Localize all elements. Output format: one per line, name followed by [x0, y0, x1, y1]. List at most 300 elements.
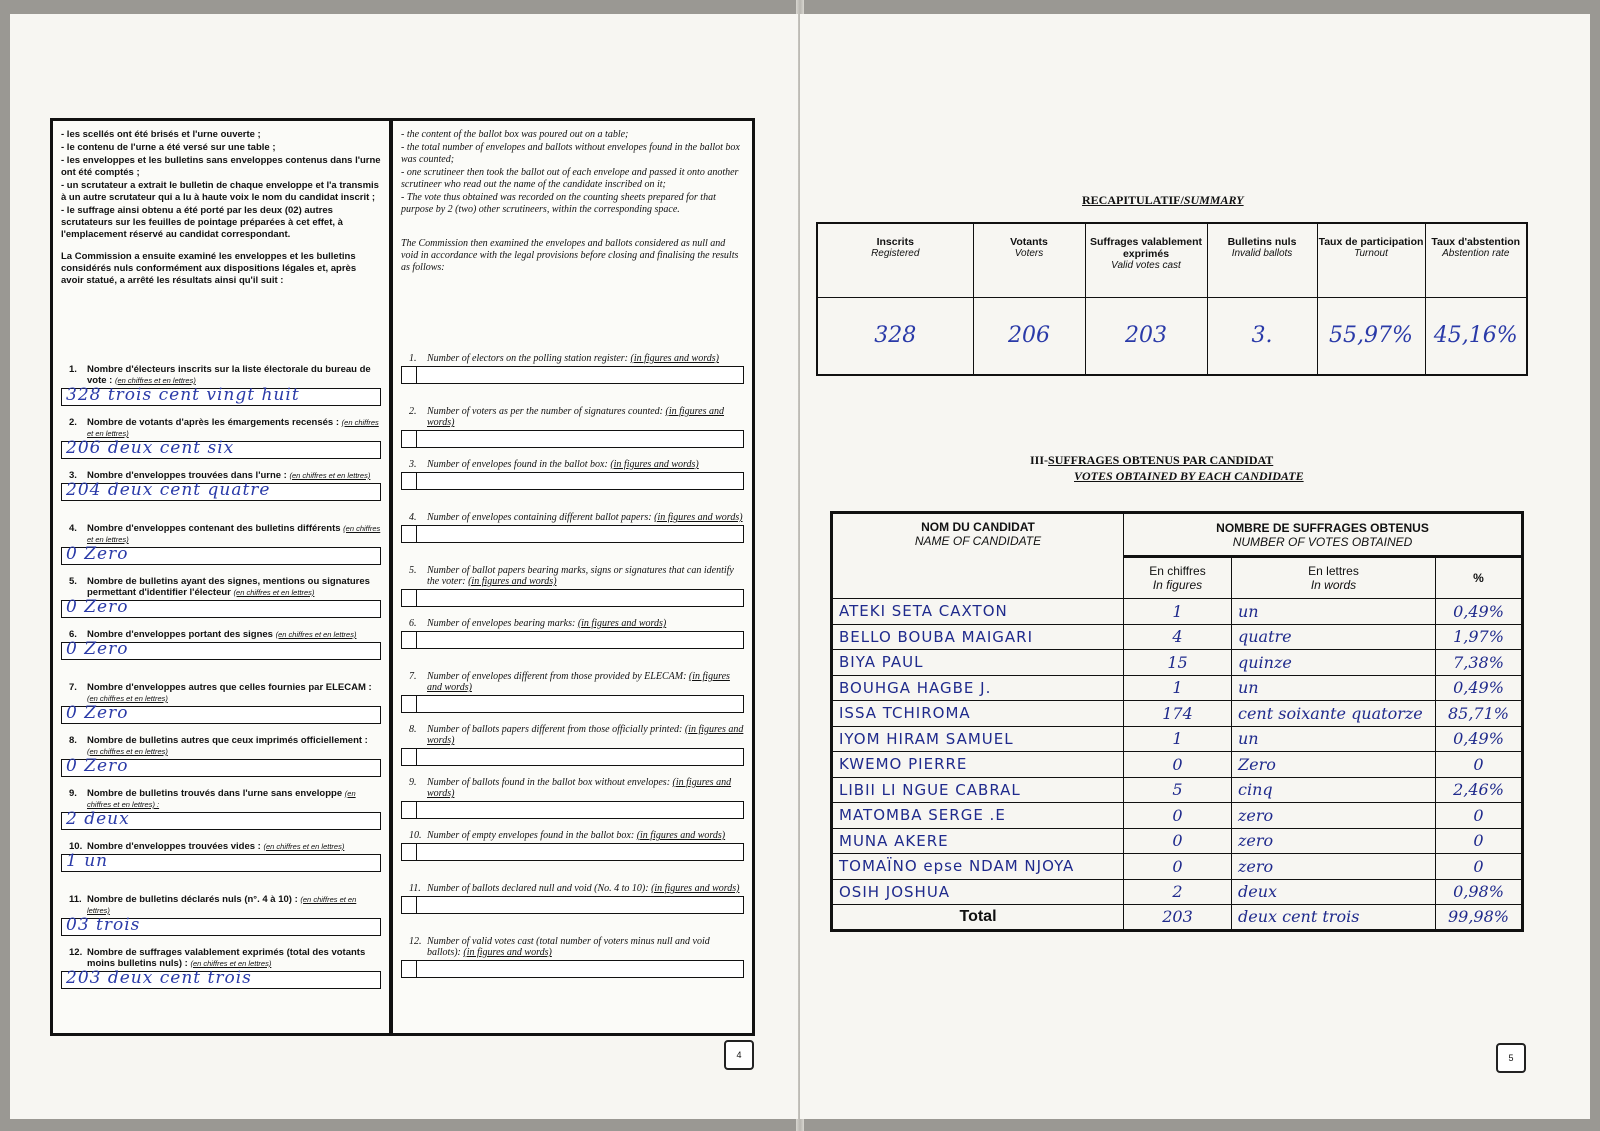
candidate-figures: 5 [1124, 777, 1232, 803]
candidate-rows [832, 599, 1523, 905]
item-number: 7. [409, 671, 417, 682]
form-item [61, 894, 381, 936]
answer-field[interactable] [61, 809, 381, 830]
header-fr: Taux d'abstention [1431, 236, 1521, 248]
item-text: Number of envelopes bearing marks: [427, 618, 576, 629]
form-item [401, 353, 744, 384]
value-registered: 328 [817, 297, 973, 375]
en-bullet-list [401, 129, 744, 216]
header-en: Abstention rate [1442, 248, 1510, 259]
item-number: 1. [69, 364, 77, 375]
item-number: 2. [69, 417, 77, 428]
item-hint: (in figures and words) [427, 671, 730, 693]
en-bullet: - The vote thus obtained was recorded on the counting sheets prepared for that purpose by 2 (two) other scrutineers, within the corresponding space. [401, 192, 716, 215]
item-question [61, 947, 381, 969]
answer-divider [416, 749, 417, 765]
candidate-words: zero [1232, 854, 1436, 880]
item-question [401, 459, 744, 470]
value-abstention: 45,16% [1425, 297, 1527, 375]
section-title [1030, 452, 1304, 484]
fr-bullet: - le contenu de l'urne a été versé sur une table ; [61, 142, 276, 153]
item-number: 9. [409, 777, 417, 788]
item-number: 11. [69, 894, 82, 905]
form-item [401, 671, 744, 713]
summary-values-row [817, 297, 1527, 375]
header-registered [817, 223, 973, 297]
candidate-figures: 0 [1124, 854, 1232, 880]
answer-field[interactable] [61, 438, 381, 459]
item-question [401, 724, 744, 746]
candidate-row [832, 777, 1523, 803]
answer-field[interactable] [401, 589, 744, 607]
candidate-words: quinze [1232, 650, 1436, 676]
item-number: 8. [409, 724, 417, 735]
form-item [401, 618, 744, 649]
candidate-row [832, 624, 1523, 650]
fr-bullet: - un scrutateur a extrait le bulletin de chaque enveloppe et l'a transmis à un autre scrutateur qui a lu à haute voix le nom du candidat inscrit ; [61, 180, 379, 203]
answer-field[interactable] [401, 366, 744, 384]
item-question [401, 406, 744, 428]
item-text: Number of envelopes containing different ballot papers: [427, 512, 652, 523]
item-number: 4. [409, 512, 417, 523]
form-item [61, 417, 381, 459]
item-question [401, 936, 744, 958]
item-question [401, 618, 744, 629]
answer-field[interactable] [401, 631, 744, 649]
item-text: Nombre de votants d'après les émargements recensés : [87, 417, 340, 428]
handwritten-answer: 1 un [66, 851, 109, 871]
answer-field[interactable] [401, 896, 744, 914]
candidate-figures: 1 [1124, 675, 1232, 701]
item-text: Number of ballots papers different from those officially printed: [427, 724, 683, 735]
candidate-percent: 0,49% [1436, 599, 1523, 625]
total-percent: 99,98% [1436, 905, 1523, 931]
item-hint: (in figures and words) [427, 724, 744, 746]
header-en: In figures [1152, 578, 1203, 592]
item-question [61, 894, 381, 916]
header-fr: Inscrits [876, 236, 914, 248]
item-hint: (in figures and words) [427, 777, 732, 799]
item-number: 4. [69, 523, 77, 534]
item-number: 5. [69, 576, 77, 587]
item-question [401, 353, 744, 364]
value-invalid: 3. [1207, 297, 1317, 375]
form-item [61, 523, 381, 565]
item-question [401, 565, 744, 587]
section-title-fr: SUFFRAGES OBTENUS PAR CANDIDAT [1048, 453, 1274, 467]
fr-bullet: - les enveloppes et les bulletins sans enveloppes contenus dans l'urne ont été comptés ; [61, 155, 381, 178]
candidate-percent: 0 [1436, 828, 1523, 854]
item-number: 8. [69, 735, 77, 746]
answer-field[interactable] [401, 801, 744, 819]
answer-field[interactable] [401, 960, 744, 978]
item-hint: (en chiffres et en lettres) [87, 895, 357, 915]
total-words: deux cent trois [1232, 905, 1436, 931]
item-number: 1. [409, 353, 417, 364]
candidate-name: KWEMO PIERRE [832, 752, 1124, 778]
item-question [401, 512, 744, 523]
item-hint: (en chiffres et en lettres) [233, 588, 315, 597]
item-hint: (in figures and words) [577, 618, 667, 629]
answer-field[interactable] [61, 756, 381, 777]
header-words [1232, 557, 1436, 599]
section-title-en: VOTES OBTAINED BY EACH CANDIDATE [1074, 469, 1304, 483]
item-hint: (in figures and words) [463, 947, 552, 958]
form-item [401, 406, 744, 448]
header-en: In words [1310, 578, 1357, 592]
item-question [61, 364, 381, 386]
candidate-percent: 0,98% [1436, 879, 1523, 905]
answer-field[interactable] [61, 915, 381, 936]
item-number: 7. [69, 682, 77, 693]
candidate-percent: 0 [1436, 854, 1523, 880]
item-text: Nombre d'enveloppes trouvées dans l'urne : [87, 470, 287, 481]
handwritten-answer: 0 Zero [66, 756, 129, 776]
en-bullet: - the content of the ballot box was poured out on a table; [401, 129, 629, 140]
header-en: NUMBER OF VOTES OBTAINED [1232, 534, 1413, 549]
item-question [401, 830, 744, 841]
answer-divider [416, 590, 417, 606]
en-bullet: - the total number of envelopes and ballots without envelopes found in the ballot box was counted; [401, 142, 740, 165]
form-item [61, 364, 381, 406]
item-text: Number of envelopes found in the ballot box: [427, 459, 608, 470]
section-prefix: III- [1030, 453, 1049, 467]
item-number: 12. [409, 936, 422, 947]
item-hint: (in figures and words) [651, 883, 740, 894]
summary-title-en: SUMMARY [1183, 193, 1244, 207]
item-number: 2. [409, 406, 417, 417]
answer-divider [416, 367, 417, 383]
handwritten-answer: 0 Zero [66, 703, 129, 723]
candidate-percent: 0,49% [1436, 675, 1523, 701]
candidate-words: zero [1232, 828, 1436, 854]
english-column [393, 121, 752, 1033]
candidate-figures: 15 [1124, 650, 1232, 676]
answer-field[interactable] [61, 968, 381, 989]
form-item [61, 682, 381, 724]
item-hint: (in figures and words) [610, 459, 699, 470]
answer-divider [416, 431, 417, 447]
form-item [401, 459, 744, 490]
candidate-percent: 0,49% [1436, 726, 1523, 752]
answer-divider [416, 844, 417, 860]
candidate-name: ISSA TCHIROMA [832, 701, 1124, 727]
page-number-right: 5 [1496, 1043, 1526, 1073]
item-number: 3. [69, 470, 77, 481]
candidate-name: IYOM HIRAM SAMUEL [832, 726, 1124, 752]
answer-field[interactable] [401, 472, 744, 490]
en-bullet: - one scrutineer then took the ballot out of each envelope and passed it onto another scrutineer who read out the name of the candidate inscribed on it; [401, 167, 739, 190]
header-invalid [1207, 223, 1317, 297]
item-hint: (en chiffres et en lettres) [87, 524, 381, 544]
item-text: Number of ballot papers bearing marks, signs or signatures that can identify the voter: [427, 565, 734, 587]
item-question [61, 576, 381, 598]
form-item [61, 629, 381, 660]
candidate-percent: 85,71% [1436, 701, 1523, 727]
header-en: Turnout [1354, 248, 1388, 259]
summary-title [1082, 193, 1244, 208]
fr-bullet-list [61, 129, 381, 241]
item-text: Nombre d'enveloppes autres que celles fournies par ELECAM : [87, 682, 372, 693]
header-en: Voters [1014, 248, 1044, 259]
handwritten-answer: 204 deux cent quatre [66, 480, 271, 500]
header-fr: En lettres [1308, 564, 1359, 578]
item-hint: (en chiffres et en lettres) [289, 471, 371, 480]
item-text: Nombre d'enveloppes contenant des bulletins différents [87, 523, 341, 534]
item-text: Nombre de bulletins déclarés nuls (n°. 4 à 10) : [87, 894, 298, 905]
section-title-fr-line [1030, 452, 1304, 468]
answer-field[interactable] [61, 385, 381, 406]
item-hint: (in figures and words) [654, 512, 743, 523]
item-number: 11. [409, 883, 421, 894]
answer-field[interactable] [401, 843, 744, 861]
candidate-row [832, 675, 1523, 701]
fr-bullet: - le suffrage ainsi obtenu a été porté par les deux (02) autres scrutateurs sur les feuilles de pointage préparées à cet effet, à l'emplacement réservé au candidat correspondant. [61, 205, 343, 240]
candidate-percent: 0 [1436, 752, 1523, 778]
item-question [401, 777, 744, 799]
item-question [61, 788, 381, 810]
total-label: Total [832, 905, 1124, 931]
form-item [401, 883, 744, 914]
header-fr: Votants [1010, 236, 1048, 248]
item-hint: (in figures and words) [636, 830, 726, 841]
form-item [401, 565, 744, 607]
item-text: Number of voters as per the number of signatures counted: [427, 406, 663, 417]
item-hint: (en chiffres et en lettres) [87, 418, 379, 438]
answer-field[interactable] [401, 525, 744, 543]
item-hint: (en chiffres et en lettres) [114, 376, 196, 385]
item-text: Number of ballots declared null and void (No. 4 to 10): [427, 883, 649, 894]
item-hint: (en chiffres et en lettres) [190, 959, 272, 968]
handwritten-answer: 203 deux cent trois [66, 968, 252, 988]
item-number: 6. [409, 618, 417, 629]
item-question [61, 682, 381, 704]
answer-field[interactable] [61, 851, 381, 872]
item-hint: (en chiffres et en lettres) : [87, 789, 356, 809]
candidate-row [832, 828, 1523, 854]
form-item [61, 947, 381, 989]
form-item [61, 470, 381, 501]
handwritten-answer: 206 deux cent six [66, 438, 235, 458]
answer-divider [416, 526, 417, 542]
candidate-words: quatre [1232, 624, 1436, 650]
candidate-words: zero [1232, 803, 1436, 829]
handwritten-answer: 0 Zero [66, 544, 129, 564]
candidate-row [832, 726, 1523, 752]
candidate-words: cent soixante quatorze [1232, 701, 1436, 727]
answer-field[interactable] [61, 544, 381, 565]
header-fr: NOM DU CANDIDAT [921, 520, 1035, 534]
header-candidate-name [832, 513, 1124, 599]
answer-field[interactable] [401, 430, 744, 448]
answer-field[interactable] [401, 695, 744, 713]
candidate-percent: 7,38% [1436, 650, 1523, 676]
total-row [832, 905, 1523, 931]
header-votes-obtained [1124, 513, 1523, 557]
form-item [401, 830, 744, 861]
candidate-figures: 1 [1124, 599, 1232, 625]
candidate-row [832, 854, 1523, 880]
answer-field[interactable] [61, 703, 381, 724]
candidate-words: deux [1232, 879, 1436, 905]
en-paragraph: The Commission then examined the envelopes and ballots considered as null and void in accordance with the legal provisions before closing and finalising the results as follows: [401, 238, 739, 273]
candidate-figures: 4 [1124, 624, 1232, 650]
candidate-name: MATOMBA SERGE .E [832, 803, 1124, 829]
handwritten-answer: 2 deux [66, 809, 130, 829]
candidate-name: BELLO BOUBA MAIGARI [832, 624, 1124, 650]
item-question [61, 735, 381, 757]
header-en: NAME OF CANDIDATE [914, 534, 1042, 548]
candidate-name: LIBII LI NGUE CABRAL [832, 777, 1124, 803]
item-number: 5. [409, 565, 417, 576]
item-hint: (en chiffres et en lettres) [87, 694, 168, 703]
item-question [401, 883, 744, 894]
handwritten-answer: 328 trois cent vingt huit [66, 385, 300, 405]
item-text: Nombre de bulletins autres que ceux imprimés officiellement : [87, 735, 368, 746]
candidate-figures: 0 [1124, 752, 1232, 778]
header-turnout [1317, 223, 1425, 297]
item-hint: (in figures and words) [468, 576, 557, 587]
item-number: 10. [409, 830, 422, 841]
form-item [61, 735, 381, 777]
french-column [53, 121, 393, 1033]
candidate-words: un [1232, 675, 1436, 701]
candidate-words: Zero [1232, 752, 1436, 778]
item-text: Number of valid votes cast (total number of voters minus null and void ballots): [427, 936, 710, 958]
summary-table [816, 222, 1528, 376]
item-hint: (en chiffres et en lettres) [275, 630, 357, 639]
header-fr: NOMBRE DE SUFFRAGES OBTENUS [1216, 520, 1429, 535]
candidates-table [830, 511, 1524, 932]
header-en: Valid votes cast [1111, 260, 1181, 271]
candidate-figures: 2 [1124, 879, 1232, 905]
fr-paragraph: La Commission a ensuite examiné les enveloppes et les bulletins considérés nuls conformément aux dispositions légales et, après avoir statué, a arrêté les résultats ainsi qu'il suit : [61, 251, 357, 286]
answer-field[interactable] [61, 639, 381, 660]
candidate-name: BOUHGA HAGBE J. [832, 675, 1124, 701]
candidate-name: ATEKI SETA CAXTON [832, 599, 1124, 625]
item-text: Nombre d'électeurs inscrits sur la liste électorale du bureau de vote : [87, 364, 371, 386]
candidate-name: TOMAÏNO epse NDAM NJOYA [832, 854, 1124, 880]
summary-title-fr: RECAPITULATIF/ [1082, 193, 1184, 207]
header-figures [1124, 557, 1232, 599]
item-number: 9. [69, 788, 77, 799]
item-question [61, 417, 381, 439]
answer-divider [416, 696, 417, 712]
candidate-name: MUNA AKERE [832, 828, 1124, 854]
total-figures: 203 [1124, 905, 1232, 931]
candidate-row [832, 701, 1523, 727]
answer-field[interactable] [61, 480, 381, 501]
item-text: Nombre d'enveloppes trouvées vides : [87, 841, 261, 852]
header-abstention [1425, 223, 1527, 297]
item-question [401, 671, 744, 693]
page-number-left: 4 [724, 1040, 754, 1070]
item-text: Number of electors on the polling station register: [427, 353, 629, 364]
header-fr: Bulletins nuls [1227, 236, 1297, 248]
summary-header-row [817, 223, 1527, 297]
handwritten-answer: 0 Zero [66, 597, 129, 617]
results-form [50, 118, 755, 1036]
header-en: Invalid ballots [1231, 248, 1293, 259]
item-hint: (in figures and words) [427, 406, 725, 428]
value-valid-votes: 203 [1085, 297, 1207, 375]
form-item [401, 512, 744, 543]
answer-divider [416, 632, 417, 648]
header-fr: En chiffres [1149, 564, 1206, 578]
candidate-row [832, 879, 1523, 905]
item-text: Number of ballots found in the ballot box without envelopes: [427, 777, 671, 788]
candidate-words: un [1232, 599, 1436, 625]
header-en: Registered [871, 248, 920, 259]
candidate-row [832, 803, 1523, 829]
form-item [401, 777, 744, 819]
candidate-words: un [1232, 726, 1436, 752]
header-percent: % [1436, 557, 1523, 599]
answer-field[interactable] [61, 597, 381, 618]
answer-divider [416, 802, 417, 818]
item-text: Nombre d'enveloppes portant des signes [87, 629, 273, 640]
header-fr: Taux de participation [1318, 236, 1424, 248]
answer-field[interactable] [401, 748, 744, 766]
form-item [61, 841, 381, 872]
item-text: Number of empty envelopes found in the ballot box: [427, 830, 635, 841]
item-text: Nombre de suffrages valablement exprimés (total des votants moins bulletins nuls) : [87, 947, 366, 969]
header-fr: Suffrages valablement exprimés [1089, 236, 1203, 260]
item-text: Number of envelopes different from those provided by ELECAM: [427, 671, 687, 682]
item-text: Nombre de bulletins ayant des signes, mentions ou signatures permettant d'identifier l'électeur [87, 576, 370, 598]
form-item [61, 788, 381, 830]
item-number: 10. [69, 841, 83, 852]
candidate-figures: 1 [1124, 726, 1232, 752]
candidate-name: OSIH JOSHUA [832, 879, 1124, 905]
candidate-figures: 0 [1124, 828, 1232, 854]
candidate-row [832, 650, 1523, 676]
candidate-words: cinq [1232, 777, 1436, 803]
item-number: 3. [409, 459, 417, 470]
candidate-percent: 1,97% [1436, 624, 1523, 650]
item-hint: (in figures and words) [630, 353, 719, 364]
candidate-row [832, 599, 1523, 625]
candidate-row [832, 752, 1523, 778]
handwritten-answer: 0 Zero [66, 639, 129, 659]
candidates-header-row [832, 513, 1523, 557]
item-number: 12. [69, 947, 83, 958]
item-hint: (en chiffres et en lettres) [87, 747, 168, 756]
answer-divider [416, 961, 417, 977]
value-turnout: 55,97% [1317, 297, 1425, 375]
value-voters: 206 [973, 297, 1085, 375]
candidate-name: BIYA PAUL [832, 650, 1124, 676]
form-item [401, 936, 744, 978]
item-question [61, 523, 381, 545]
item-text: Nombre de bulletins trouvés dans l'urne sans enveloppe [87, 788, 343, 799]
answer-divider [416, 473, 417, 489]
item-question [61, 841, 381, 852]
item-hint: (en chiffres et en lettres) [263, 842, 345, 851]
form-item [61, 576, 381, 618]
candidate-figures: 174 [1124, 701, 1232, 727]
form-item [401, 724, 744, 766]
answer-divider [416, 897, 417, 913]
item-number: 6. [69, 629, 77, 640]
candidate-percent: 2,46% [1436, 777, 1523, 803]
candidate-percent: 0 [1436, 803, 1523, 829]
header-valid-votes [1085, 223, 1207, 297]
header-voters [973, 223, 1085, 297]
fr-bullet: - les scellés ont été brisés et l'urne ouverte ; [61, 129, 261, 140]
handwritten-answer: 03 trois [66, 915, 141, 935]
candidate-figures: 0 [1124, 803, 1232, 829]
